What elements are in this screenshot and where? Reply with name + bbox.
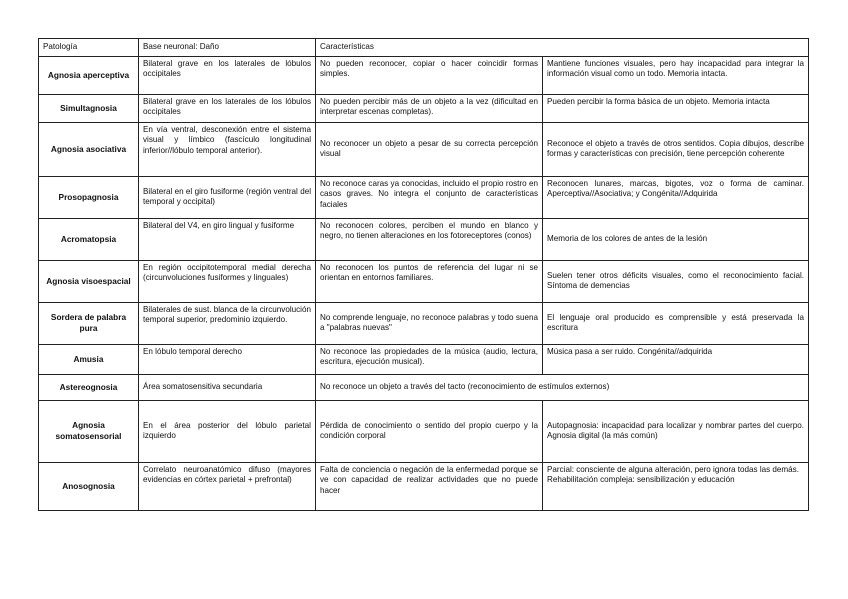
cell-caracteristica-1: No reconoce caras ya conocidas, incluido el propio rostro en casos graves. No integra el conjunto de características faciales xyxy=(316,176,543,218)
cell-caracteristica-1: No reconocen los puntos de referencia del lugar ni se orientan en entornos familiares. xyxy=(316,260,543,302)
cell-base: Bilateral grave en los laterales de los lóbulos occipitales xyxy=(139,94,316,122)
caracteristica-2-line-b: Rehabilitación compleja: sensibilización y educación xyxy=(547,475,735,485)
cell-patologia: Agnosia aperceptiva xyxy=(39,56,139,94)
table-row xyxy=(39,462,809,510)
cell-patologia: Amusia xyxy=(39,344,139,374)
table-row xyxy=(39,302,809,344)
cell-patologia: Simultagnosia xyxy=(39,94,139,122)
table-row xyxy=(39,94,809,122)
cell-caracteristica-full: No reconoce un objeto a través del tacto (reconocimiento de estímulos externos) xyxy=(316,374,809,400)
cell-caracteristica-2 xyxy=(543,462,809,510)
cell-base: En el área posterior del lóbulo parietal izquierdo xyxy=(139,400,316,462)
table-row xyxy=(39,374,809,400)
cell-patologia: Anosognosia xyxy=(39,462,139,510)
cell-caracteristica-2: Reconocen lunares, marcas, bigotes, voz o forma de caminar. Aperceptiva//Asociativa; y Congénita//Adquirida xyxy=(543,176,809,218)
cell-base: Bilateral en el giro fusiforme (región ventral del temporal y occipital) xyxy=(139,176,316,218)
cell-caracteristica-1: No comprende lenguaje, no reconoce palabras y todo suena a "palabras nuevas" xyxy=(316,302,543,344)
cell-caracteristica-2: Mantiene funciones visuales, pero hay incapacidad para integrar la información visual como un todo. Memoria intacta. xyxy=(543,56,809,94)
table-row xyxy=(39,56,809,94)
cell-caracteristica-2: Autopagnosia: incapacidad para localizar y nombrar partes del cuerpo. Agnosia digital (la más común) xyxy=(543,400,809,462)
cell-caracteristica-2: Reconoce el objeto a través de otros sentidos. Copia dibujos, describe formas y características con precisión, tiene percepción coherente xyxy=(543,122,809,176)
header-patologia: Patología xyxy=(39,39,139,57)
cell-base: En región occipitotemporal medial derecha (circunvoluciones fusiformes y linguales) xyxy=(139,260,316,302)
cell-patologia: Agnosia asociativa xyxy=(39,122,139,176)
cell-caracteristica-2: Música pasa a ser ruido. Congénita//adquirida xyxy=(543,344,809,374)
cell-base: En vía ventral, desconexión entre el sistema visual y límbico (fascículo longitudinal inferior//lóbulo temporal anterior). xyxy=(139,122,316,176)
cell-patologia: Sordera de palabra pura xyxy=(39,302,139,344)
table-row xyxy=(39,122,809,176)
cell-caracteristica-2: Memoria de los colores de antes de la lesión xyxy=(543,218,809,260)
cell-patologia: Agnosia visoespacial xyxy=(39,260,139,302)
table-row xyxy=(39,176,809,218)
cell-caracteristica-1: No pueden percibir más de un objeto a la vez (dificultad en interpretar escenas completas). xyxy=(316,94,543,122)
cell-caracteristica-1: No reconocer un objeto a pesar de su correcta percepción visual xyxy=(316,122,543,176)
cell-caracteristica-2: Suelen tener otros déficits visuales, como el reconocimiento facial. Síntoma de demencias xyxy=(543,260,809,302)
cell-base: Bilateral grave en los laterales de lóbulos occipitales xyxy=(139,56,316,94)
cell-base: Área somatosensitiva secundaria xyxy=(139,374,316,400)
cell-patologia: Agnosia somatosensorial xyxy=(39,400,139,462)
table-row xyxy=(39,344,809,374)
cell-patologia: Astereognosia xyxy=(39,374,139,400)
cell-caracteristica-1: Falta de conciencia o negación de la enfermedad porque se ve con capacidad de realizar actividades que no puede hacer xyxy=(316,462,543,510)
cell-caracteristica-1: Pérdida de conocimiento o sentido del propio cuerpo y la condición corporal xyxy=(316,400,543,462)
table-row xyxy=(39,260,809,302)
table-row xyxy=(39,218,809,260)
cell-patologia: Acromatopsia xyxy=(39,218,139,260)
pathology-table xyxy=(38,38,809,511)
cell-caracteristica-1: No reconocen colores, perciben el mundo en blanco y negro, no tienen alteraciones en los fotoreceptores (conos) xyxy=(316,218,543,260)
table-row xyxy=(39,400,809,462)
header-caracteristicas: Características xyxy=(316,39,809,57)
cell-caracteristica-2: Pueden percibir la forma básica de un objeto. Memoria intacta xyxy=(543,94,809,122)
cell-caracteristica-2: El lenguaje oral producido es comprensible y está preservada la escritura xyxy=(543,302,809,344)
cell-base: Bilaterales de sust. blanca de la circunvolución temporal superior, predominio izquierdo. xyxy=(139,302,316,344)
cell-caracteristica-1: No pueden reconocer, copiar o hacer coincidir formas simples. xyxy=(316,56,543,94)
header-base-neuronal: Base neuronal: Daño xyxy=(139,39,316,57)
cell-base: Bilateral del V4, en giro lingual y fusiforme xyxy=(139,218,316,260)
caracteristica-2-line-a: Parcial: consciente de alguna alteración, pero ignora todas las demás. xyxy=(547,464,799,474)
cell-caracteristica-1: No reconoce las propiedades de la música (audio, lectura, escritura, ejecución musical). xyxy=(316,344,543,374)
cell-base: En lóbulo temporal derecho xyxy=(139,344,316,374)
cell-patologia: Prosopagnosia xyxy=(39,176,139,218)
table-header-row xyxy=(39,39,809,57)
cell-base: Correlato neuroanatómico difuso (mayores evidencias en córtex parietal + prefrontal) xyxy=(139,462,316,510)
pathology-table-container xyxy=(38,38,808,511)
